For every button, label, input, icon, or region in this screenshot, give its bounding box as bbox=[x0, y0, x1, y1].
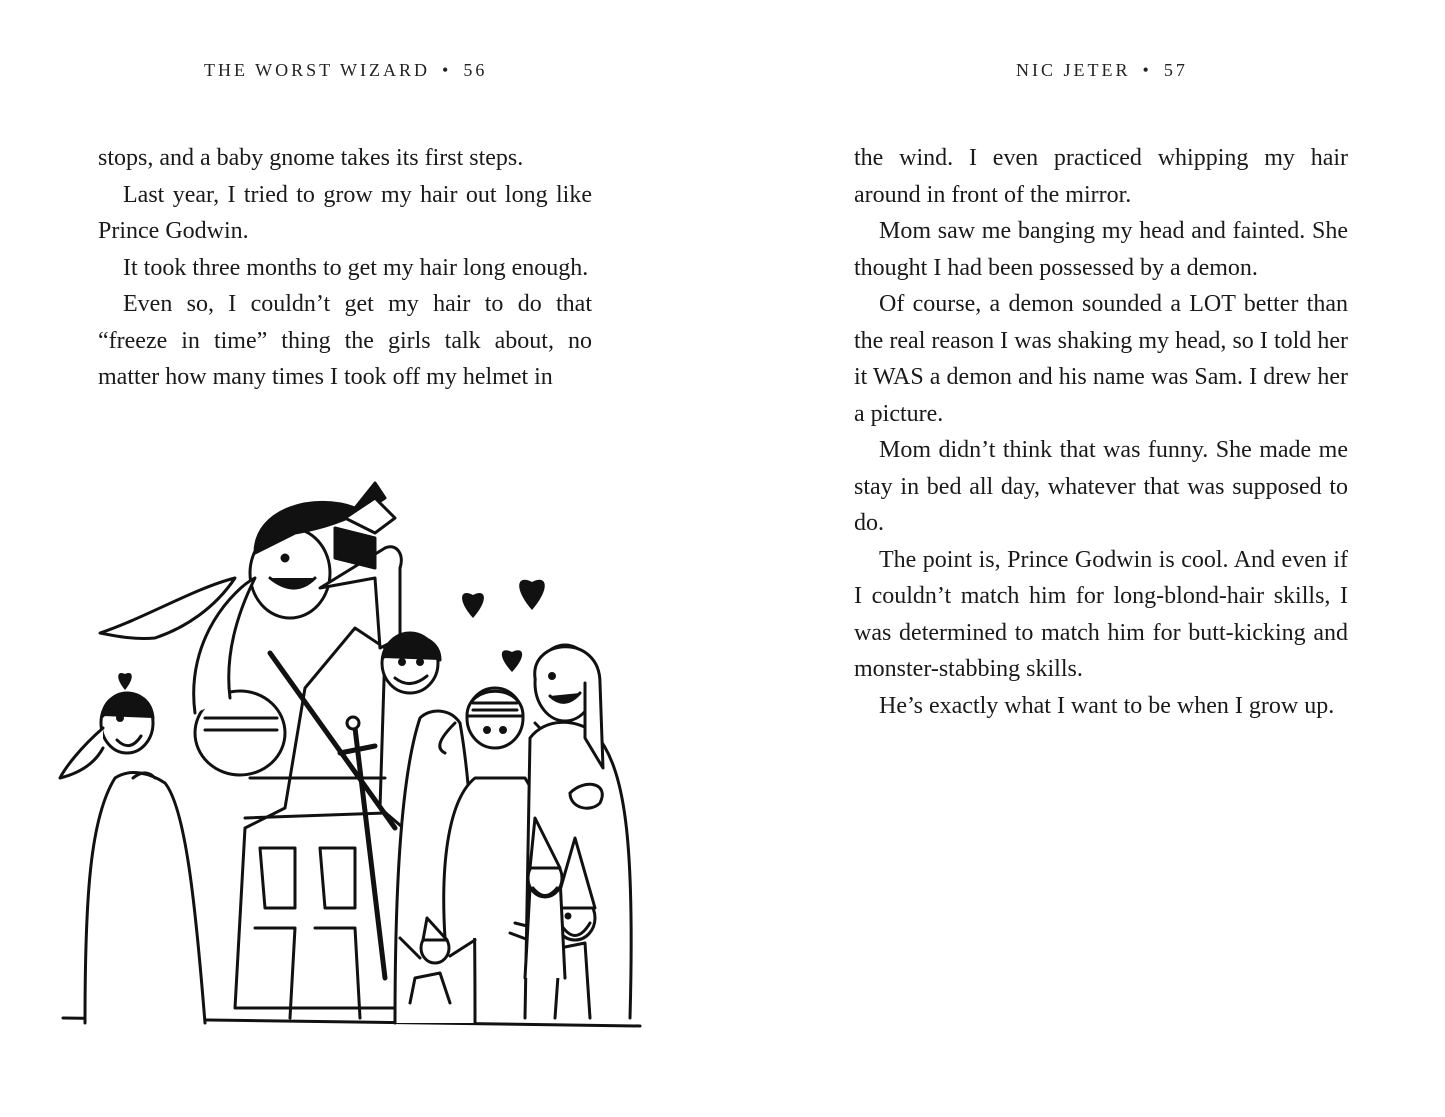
left-page-text bbox=[98, 140, 592, 396]
paragraph: He’s exactly what I want to be when I grow up. bbox=[879, 692, 1335, 719]
paragraph: Last year, I tried to grow my hair out long like Prince Godwin. bbox=[98, 181, 592, 244]
paragraph: Of course, a demon sounded a LOT better than the real reason I was shaking my head, so I told her it WAS a demon and his name was Sam. I drew her a picture. bbox=[854, 291, 1348, 427]
running-head-right bbox=[1016, 60, 1188, 81]
author-name: NIC JETER bbox=[1016, 60, 1131, 80]
header-bullet: • bbox=[442, 60, 452, 80]
paragraph: Mom saw me banging my head and fainted. She thought I had been possessed by a demon. bbox=[854, 218, 1348, 281]
girl-left bbox=[60, 693, 205, 1023]
page-number-left: 56 bbox=[463, 60, 488, 80]
paragraph: The point is, Prince Godwin is cool. And even if I couldn’t match him for long-blond-hair skills, I was determined to match him for butt-kicking and monster-stabbing skills. bbox=[854, 546, 1348, 682]
right-page-text bbox=[854, 140, 1348, 724]
paragraph: the wind. I even practiced whipping my hair around in front of the mirror. bbox=[854, 145, 1348, 208]
page-number-right: 57 bbox=[1163, 60, 1188, 80]
book-title: THE WORST WIZARD bbox=[204, 60, 430, 80]
heart-icon bbox=[502, 650, 522, 672]
paragraph: stops, and a baby gnome takes its first steps. bbox=[98, 145, 524, 171]
left-page bbox=[0, 0, 722, 1117]
running-head-left bbox=[204, 60, 487, 81]
heart-icon bbox=[519, 580, 545, 610]
knight-illustration bbox=[55, 478, 655, 1038]
paragraph: Mom didn’t think that was funny. She made me stay in bed all day, whatever that was supposed to do. bbox=[854, 437, 1348, 536]
heart-icon bbox=[118, 673, 132, 690]
heart-icon bbox=[462, 593, 484, 618]
right-page bbox=[722, 0, 1445, 1117]
header-bullet: • bbox=[1142, 60, 1152, 80]
paragraph: It took three months to get my hair long enough. bbox=[123, 254, 589, 281]
illustration-drawing bbox=[55, 478, 655, 1038]
paragraph: Even so, I couldn’t get my hair to do that “freeze in time” thing the girls talk about, no matter how many times I took off my helmet in bbox=[98, 291, 592, 390]
